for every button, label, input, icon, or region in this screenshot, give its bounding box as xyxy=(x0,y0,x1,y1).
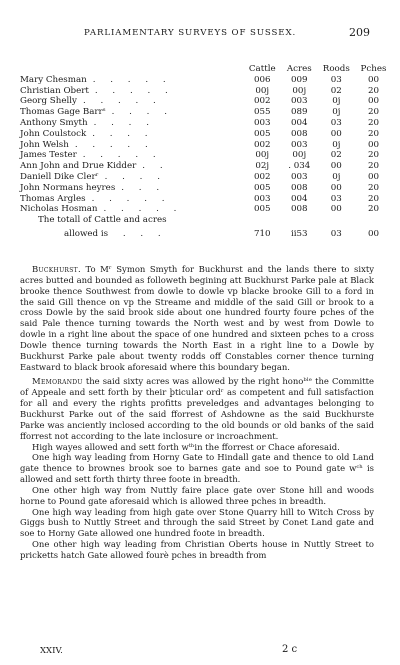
table-row xyxy=(20,161,392,172)
leader-dots: . . . . . xyxy=(94,85,174,96)
leader-dots: . . . . xyxy=(111,107,173,118)
cell-pches: 20 xyxy=(367,117,379,128)
cell-roods: 0j xyxy=(332,96,341,107)
cell-cattle: 003 xyxy=(253,193,271,204)
cell-roods: 00 xyxy=(330,182,342,193)
leader-dots: . . . xyxy=(121,182,166,193)
cell-pches: 00 xyxy=(367,139,379,150)
table-row xyxy=(20,107,392,118)
paragraph-highway-3: One high way leading from high gate over Stone Quarry hill to Witch Cross by Giggs bush to Nuttly Street and through the said Street by Conet Land gate and soe to Horny Gate allowed one hundred foote in breadth. xyxy=(20,506,374,539)
paragraph-lead: Buckhurst. xyxy=(32,264,81,274)
col-header-cattle: Cattle xyxy=(248,64,276,74)
cell-roods: 03 xyxy=(330,193,342,204)
paragraph-highways-intro: High wayes allowed and sett forth wᵗʰin the fforrest or Chace aforesaid. xyxy=(32,441,340,452)
leader-dots: . . . . . xyxy=(103,204,183,215)
cell-roods: 03 xyxy=(330,74,342,85)
cell-pches: 20 xyxy=(367,150,379,161)
cell-pches: 20 xyxy=(367,128,379,139)
cell-pches: 20 xyxy=(367,107,379,118)
leader-dots: . . . . . xyxy=(82,96,162,107)
table-row xyxy=(20,75,392,86)
cell-cattle: 003 xyxy=(253,117,271,128)
table-row xyxy=(20,183,392,194)
row-name: James Tester xyxy=(20,150,77,161)
cell-roods: 02 xyxy=(330,85,342,96)
cell-roods: 00 xyxy=(330,161,342,172)
row-name: Daniell Dike Clerʳ xyxy=(20,171,99,182)
table-row xyxy=(20,129,392,140)
leader-dots: . . xyxy=(142,161,169,172)
cell-acres: . 034 xyxy=(288,161,311,172)
paragraph-memorandum xyxy=(20,376,374,441)
cell-cattle: 002 xyxy=(253,139,271,150)
leader-dots: . . . . . xyxy=(91,193,171,204)
leader-dots: . . . xyxy=(122,228,167,239)
cell-cattle: 005 xyxy=(253,204,271,215)
cell-roods: 03 xyxy=(330,117,342,128)
paragraph-body: To Mʳ Symon Smyth for Buckhurst and the lands there to sixty acres butted and bounded as followeth begining att Buckhurst Parke pale at Black brooke thence Southwest from dowle to dowle vp blacke brooke Gill to a ford in the said Gill thence on vp the Streame and middle of the said Gill or brook to a cross Dowle by the said brook side about one hundred fourty foure pches of the said Pale thence turning towards the North west and by west from Dowle to dowle in a right line about the space of one hundred and sixteen pches to a cross Dowle thence turning towards the North East in a right line to a Dowle by Buckhurst Parke pale about twenty rodds off Constables corner thence turning Eastward to black brook aforesaid where this boundary began. xyxy=(20,264,374,372)
cell-cattle: 00j xyxy=(255,150,270,161)
leader-dots: . . . . . xyxy=(74,139,154,150)
row-name: Thomas Gage Barrˢ xyxy=(20,107,106,118)
cell-roods: 00 xyxy=(330,128,342,139)
cell-cattle: 005 xyxy=(253,128,271,139)
cell-acres: 008 xyxy=(290,128,308,139)
cell-roods: 0j xyxy=(332,171,341,182)
total-row xyxy=(20,226,392,240)
row-name: Nicholas Hosman xyxy=(20,204,98,215)
leader-dots: . . . . xyxy=(93,117,155,128)
row-name: Ann John and Drue Kidder xyxy=(20,161,137,172)
leader-dots: . . . . xyxy=(92,128,154,139)
total-label-2: allowed is xyxy=(64,228,109,239)
table-row xyxy=(20,194,392,205)
row-name: John Coulstock xyxy=(20,128,87,139)
cell-acres: 004 xyxy=(290,193,308,204)
row-name: Mary Chesman xyxy=(20,74,87,85)
row-name: John Normans heyres xyxy=(20,182,116,193)
page-number: 209 xyxy=(349,26,370,39)
cell-acres: 008 xyxy=(290,204,308,215)
leader-dots: . . . . . xyxy=(92,74,172,85)
cell-cattle: 002 xyxy=(253,171,271,182)
cell-acres: 003 xyxy=(290,171,308,182)
cell-cattle: 006 xyxy=(253,74,271,85)
table-row xyxy=(20,150,392,161)
cell-roods: 00 xyxy=(330,204,342,215)
signature-mark: XXIV. xyxy=(40,646,63,656)
running-header xyxy=(26,26,374,42)
paragraph-buckhurst xyxy=(20,264,374,372)
table-row xyxy=(20,140,392,151)
cell-roods: 0j xyxy=(332,139,341,150)
cell-pches: 00 xyxy=(367,96,379,107)
paragraph-highway-4: One other high way leading from Christian Oberts house in Nuttly Street to pricketts hatch Gate allowed fourè pches in breadth from xyxy=(20,539,374,560)
col-header-pches: Pches xyxy=(360,64,387,74)
running-title: PARLIAMENTARY SURVEYS OF SUSSEX. xyxy=(84,28,297,38)
body-text xyxy=(20,264,374,561)
cell-acres: 008 xyxy=(290,182,308,193)
col-header-acres: Acres xyxy=(286,64,312,74)
cell-pches: 20 xyxy=(367,182,379,193)
row-name: Georg Shelly xyxy=(20,96,77,107)
row-name: Thomas Argles xyxy=(20,193,86,204)
table-row xyxy=(20,118,392,129)
table-row xyxy=(20,96,392,107)
cell-acres: 00j xyxy=(292,150,307,161)
cell-pches: 00 xyxy=(367,171,379,182)
cell-acres: 00j xyxy=(292,85,307,96)
cell-pches: 20 xyxy=(367,204,379,215)
table-row xyxy=(20,86,392,97)
cell-cattle: 00j xyxy=(255,85,270,96)
cell-cattle: 02j xyxy=(255,161,270,172)
cell-acres: 003 xyxy=(290,139,308,150)
table-header-row xyxy=(20,64,392,75)
cell-acres: 009 xyxy=(290,74,308,85)
cell-cattle: 055 xyxy=(253,107,271,118)
gathering-mark: 2 c xyxy=(282,644,298,655)
row-name: Christian Obert xyxy=(20,85,89,96)
paragraph-body: the said sixty acres was allowed by the right honoᵇˡᵉ the Committe of Appeale and sett forth by their þticular ordʳ as competent and full satisfaction for all and every the rights profitts preveledges and advantages belonging to Buckhurst Parke out of the said fforrest of Ashdowne as the said Buckhurste Parke was anciently inclosed according to the old bounds or old banks of the said fforrest not according to the late inclosure or incroachment. xyxy=(20,376,374,441)
cell-cattle: 002 xyxy=(253,96,271,107)
leader-dots: . . . . xyxy=(104,171,166,182)
cell-pches: 20 xyxy=(367,161,379,172)
cell-roods: 02 xyxy=(330,150,342,161)
allotment-table xyxy=(20,64,392,240)
total-pches: 00 xyxy=(367,228,379,239)
cell-pches: 20 xyxy=(367,85,379,96)
cell-cattle: 005 xyxy=(253,182,271,193)
row-name: John Welsh xyxy=(20,139,69,150)
total-label-row xyxy=(20,215,392,226)
total-cattle: 710 xyxy=(253,228,271,239)
cell-acres: 004 xyxy=(290,117,308,128)
paragraph-highway-1: One high way leading from Horny Gate to Hindall gate and thence to old Land gate thence to brownes brook soe to barnes gate and soe to Pound gate wᶜʰ is allowed and sett forth thirty three foote in breadth. xyxy=(20,452,374,485)
cell-acres: 089 xyxy=(290,107,308,118)
total-acres: ii53 xyxy=(290,228,308,239)
cell-acres: 003 xyxy=(290,96,308,107)
cell-pches: 20 xyxy=(367,193,379,204)
cell-pches: 00 xyxy=(367,74,379,85)
table-row xyxy=(20,204,392,215)
col-header-roods: Roods xyxy=(322,64,350,74)
row-name: Anthony Smyth xyxy=(20,117,88,128)
table-row xyxy=(20,172,392,183)
total-label: The totall of Cattle and acres xyxy=(38,215,167,226)
total-roods: 03 xyxy=(330,228,342,239)
paragraph-highway-2: One other high way from Nuttly faire place gate over Stone hill and woods horne to Pound gate aforesaid which is allowed three pches in breadth. xyxy=(20,484,374,506)
leader-dots: . . . . . xyxy=(82,150,162,161)
cell-roods: 0j xyxy=(332,107,341,118)
paragraph-lead: Memorandu xyxy=(32,376,83,387)
